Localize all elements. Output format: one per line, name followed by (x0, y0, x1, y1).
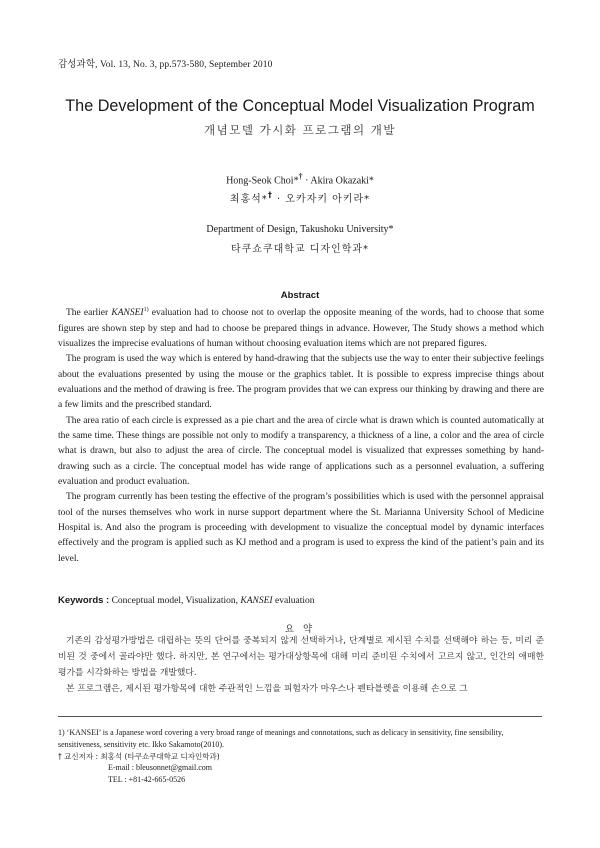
running-head: 감성과학, Vol. 13, No. 3, pp.573-580, September 2010 (58, 60, 273, 70)
abstract-heading: Abstract (280, 290, 320, 301)
abstract-paragraph: The program is used the way which is entered by hand-drawing that the subjects use the way to enter their subjective feelings about the evaluations presented by using the mouse or the graphics tablet. It is possible to express imprecise things about evaluations and the method of drawing is free. The program provides that we can express our thinking by drawing and there are a few limits and the prescribed standard. (58, 354, 544, 411)
footnote-1: 1) ‘KANSEI’ is a Japanese word covering a very broad range of meanings and connotations, such as delicacy in sensitivity, fine sensibility, sensitiveness, sensitivity etc. Ikko Sakamoto(2010). (58, 728, 504, 749)
keywords-kansei: KANSEI (240, 596, 273, 606)
corresponding-author-note: † 교신저자 : 최홍석 (타쿠쇼쿠대학교 디자인학과) (58, 751, 220, 761)
corresponding-author-mark: † (298, 172, 303, 181)
paper-title-korean: 개념모델 가시화 프로그램의 개발 (204, 123, 396, 137)
author-1-name: Hong-Seok Choi* (226, 175, 299, 187)
corresponding-author-mark-ko: † (267, 190, 273, 200)
affiliation-korean: 타쿠쇼쿠대학교 디자인학과* (230, 244, 370, 255)
abstract-paragraph (58, 303, 544, 352)
contact-email: E-mail : bleusonnet@gmail.com (108, 763, 213, 773)
author-separator-ko: · (272, 194, 286, 205)
abstract-paragraph: The area ratio of each circle is expressed as a pie chart and the area of circle what is drawn which is counted automatically at the same time. These things are possible not only to modify a transparency, a thickness of a line, a color and the area of circle what is drawn, but also to adjust the area of circle. The conceptual model is visualized that expresses something by hand-drawing such as a circle. The conceptual model has wide range of applications such as a personnel evaluation, a suffering evaluation and product evaluation. (58, 415, 544, 487)
contact-phone: TEL : +81-42-665-0526 (108, 775, 186, 785)
footnote-ref: 1) (143, 307, 149, 313)
keywords-text: Conceptual model, Visualization, (109, 596, 241, 606)
keywords-text-end: evaluation (272, 596, 315, 606)
footnote-divider (58, 716, 542, 717)
kansei-term: KANSEI (111, 308, 144, 319)
keywords-label: Keywords : (58, 595, 110, 606)
abstract-paragraph: The program currently has been testing the effective of the program’s possibilities which is used with the personnel appraisal tool of the nurses themselves who work in nurse support department where the St. Marianna University School of Medicine Hospital is. And also the program is proceeding with development to visualize the conceptual model by dynamic interfaces effectively and the program is applied such as KJ method and a program is used to express the kind of the patient’s pain and its level. (58, 492, 544, 564)
abstract-text: The earlier (66, 308, 112, 319)
authors-korean (0, 190, 600, 205)
paper-title-english: The Development of the Conceptual Model Visualization Program (65, 97, 535, 115)
author-2-name: Akira Okazaki* (310, 175, 374, 187)
affiliation-english: Department of Design, Takushoku University* (206, 224, 394, 235)
author-2-name-ko: 오카자키 아키라* (285, 194, 371, 205)
author-separator: · (302, 175, 311, 187)
summary-paragraph: 본 프로그램은, 제시된 평가항목에 대한 주관적인 느낌을 피험자가 마우스나 펜타블렛을 이용해 손으로 그 (66, 683, 468, 694)
authors-english (0, 172, 600, 186)
korean-summary-body (58, 634, 544, 698)
abstract-text: evaluation had to choose not to overlap the opposite meaning of the words, had to choose that some figures are shown step by step and had to choose be prepared things in advance. However, The Study shows a method which visualizes the imprecise evaluations of human without choosing evaluation items which are not prepared figures. (58, 308, 544, 349)
footnotes (58, 727, 544, 786)
summary-paragraph: 기존의 감성평가방법은 대립하는 뜻의 단어를 중복되지 않게 선택하거나, 단계별로 제시된 수치를 선택해야 하는 등, 미리 준비된 것 중에서 골라야만 했다. 하지만, 본 연구에서는 평가대상항목에 대해 미리 준비된 수치에서 고르지 않고, 인간의 애매한 평가를 시각화하는 방법을 개발했다. (58, 636, 544, 678)
author-1-name-ko: 최홍석* (229, 194, 268, 205)
abstract-body (58, 303, 544, 567)
korean-summary-heading: 요 약 (284, 624, 316, 635)
keywords-line (58, 595, 315, 606)
